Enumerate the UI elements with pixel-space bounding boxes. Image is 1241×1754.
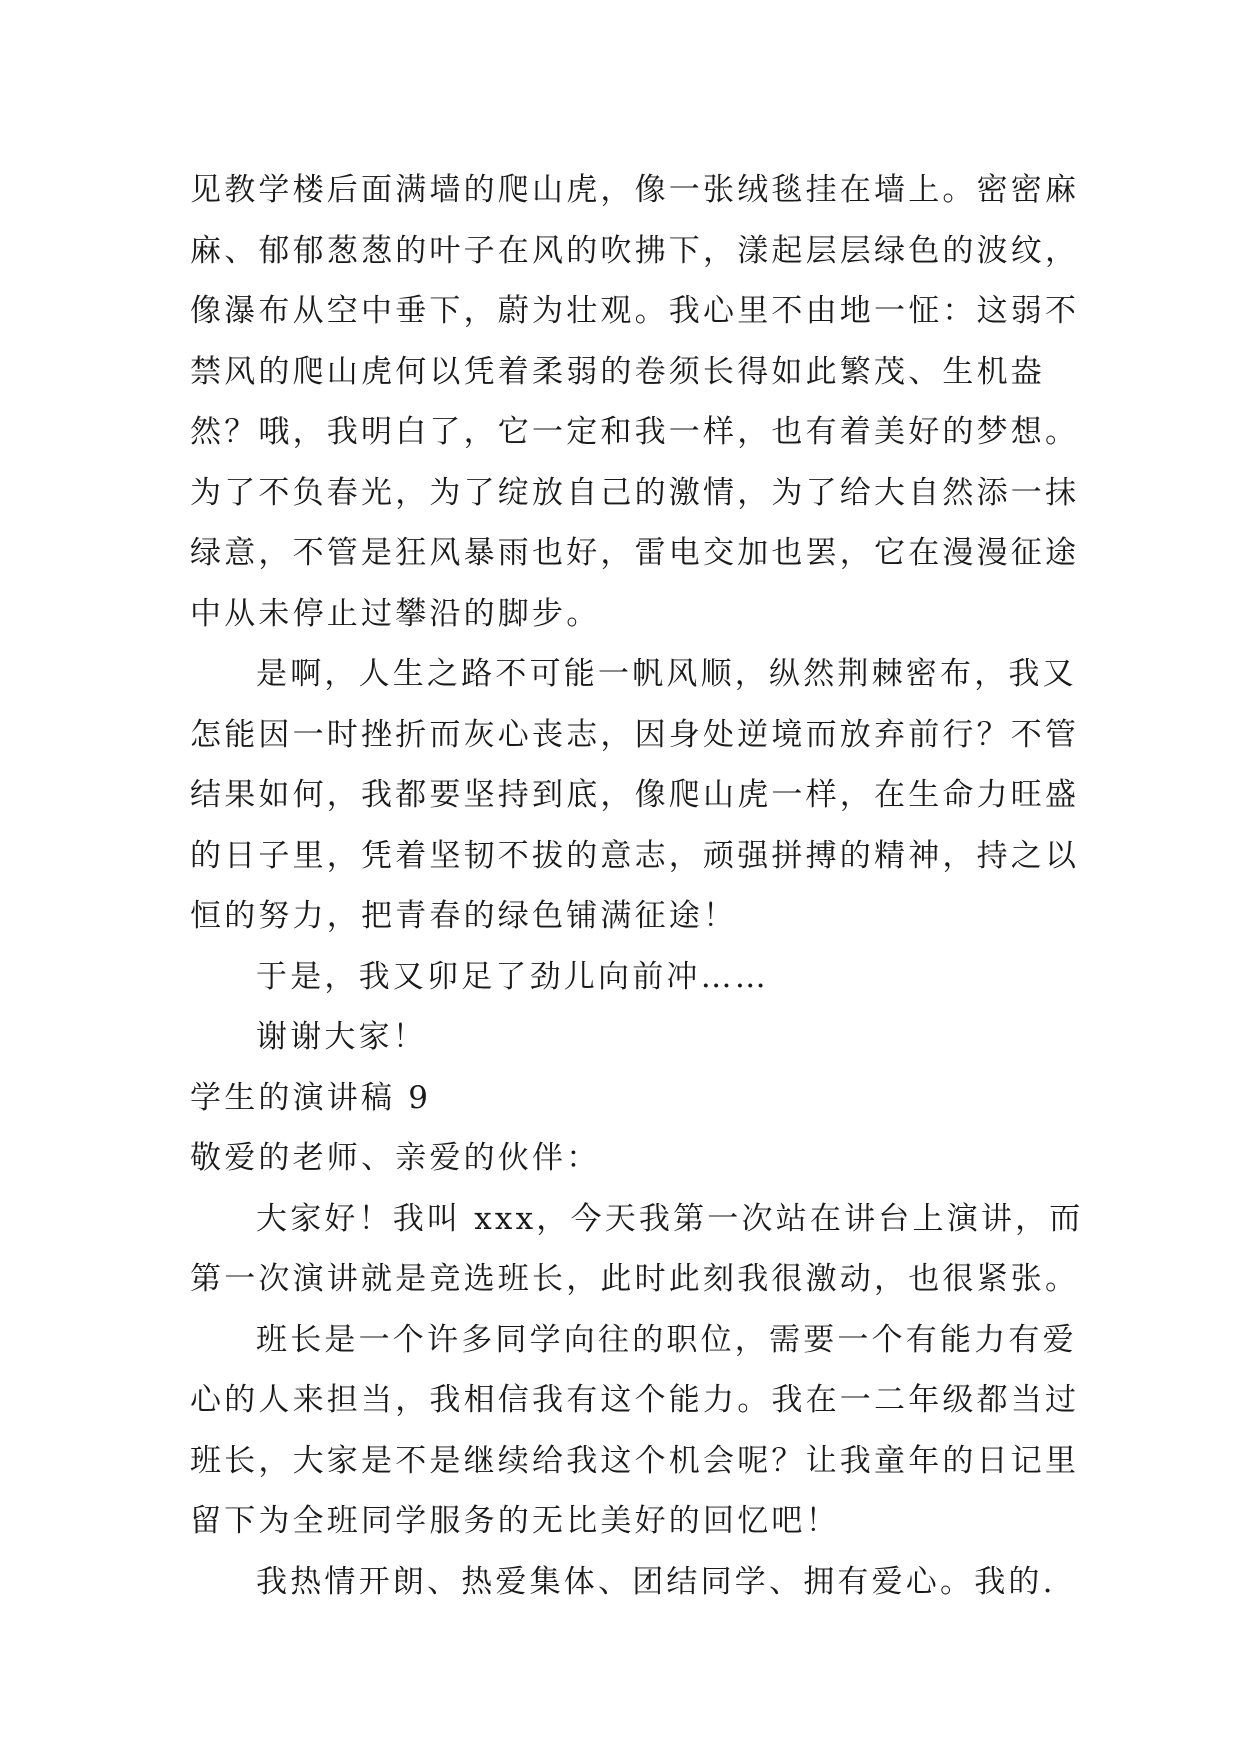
paragraph-start-line: 班长是一个许多同学向往的职位，需要一个有能力有爱 (256, 1321, 1077, 1358)
paragraph-start-line: 于是，我又卯足了劲儿向前冲…… (256, 958, 769, 995)
text-line: 然？哦，我明白了，它一定和我一样，也有着美好的梦想。 (190, 414, 1080, 450)
text-line: 结果如何，我都要坚持到底，像爬山虎一样，在生命力旺盛 (190, 777, 1080, 813)
paragraph-start-line: 大家好！我叫 xxx，今天我第一次站在讲台上演讲，而 (256, 1200, 1084, 1237)
section-heading: 学生的演讲稿 9 (190, 1079, 432, 1116)
text-line: 恒的努力，把青春的绿色铺满征途！ (190, 898, 738, 934)
text-line: 心的人来担当，我相信我有这个能力。我在一二年级都当过 (190, 1382, 1080, 1418)
text-line: 留下为全班同学服务的无比美好的回忆吧！ (190, 1503, 840, 1539)
text-line: 像瀑布从空中垂下，蔚为壮观。我心里不由地一怔：这弱不 (190, 293, 1080, 329)
document-body (190, 160, 1084, 1612)
text-line: 第一次演讲就是竞选班长，此时此刻我很激动，也很紧张。 (190, 1261, 1080, 1297)
paragraph-start-line: 是啊，人生之路不可能一帆风顺，纵然荆棘密布，我又 (256, 656, 1077, 692)
text-line: 中从未停止过攀沿的脚步。 (190, 595, 601, 632)
paragraph-start-line: 谢谢大家！ (256, 1019, 427, 1055)
text-line: 禁风的爬山虎何以凭着柔弱的卷须长得如此繁茂、生机盎 (190, 353, 1045, 390)
text-line: 的日子里，凭着坚韧不拔的意志，顽强拼搏的精神，持之以 (190, 837, 1080, 874)
salutation-line: 敬爱的老师、亲爱的伙伴： (190, 1140, 601, 1176)
text-line: 怎能因一时挫折而灰心丧志，因身处逆境而放弃前行？不管 (190, 716, 1080, 753)
text-line: 班长，大家是不是继续给我这个机会呢？让我童年的日记里 (190, 1442, 1080, 1479)
paragraph-start-line: 我热情开朗、热爱集体、团结同学、拥有爱心。我的. (256, 1563, 1056, 1600)
text-line: 绿意，不管是狂风暴雨也好，雷电交加也罢，它在漫漫征途 (190, 535, 1080, 571)
text-line: 为了不负春光，为了绽放自己的激情，为了给大自然添一抹 (190, 474, 1080, 511)
text-line: 见教学楼后面满墙的爬山虎，像一张绒毯挂在墙上。密密麻 (190, 172, 1080, 208)
text-line: 麻、郁郁葱葱的叶子在风的吹拂下，漾起层层绿色的波纹， (190, 232, 1080, 269)
